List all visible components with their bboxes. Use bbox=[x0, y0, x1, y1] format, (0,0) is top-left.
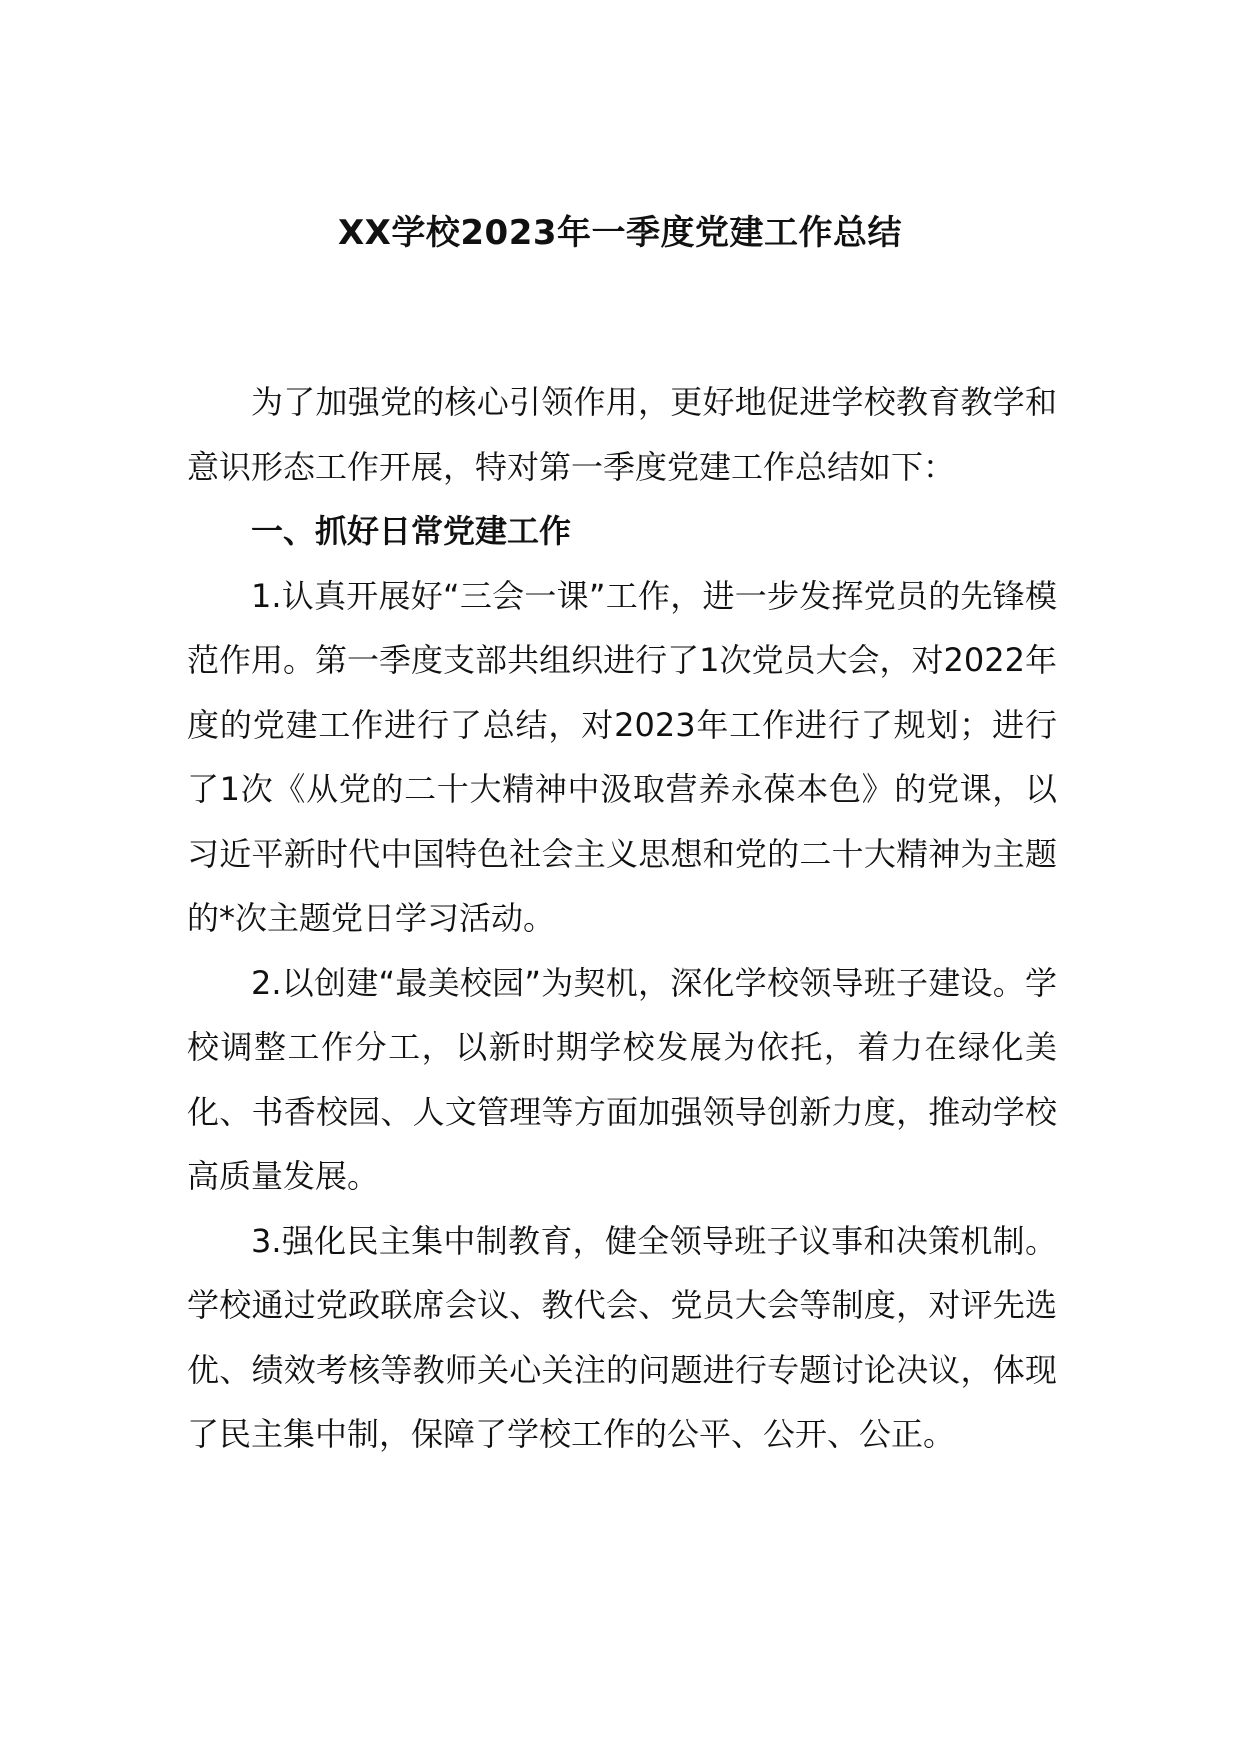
section-heading: 一、抓好日常党建工作 bbox=[251, 512, 572, 550]
document-title: XX学校2023年一季度党建工作总结 bbox=[337, 213, 903, 253]
paragraph-2: 2.以创建“最美校园”为契机，深化学校领导班子建设。学校调整工作分工，以新时期学校发展为依托，着力在绿化美化、书香校园、人文管理等方面加强领导创新力度，推动学校高质量发展。 bbox=[187, 963, 1057, 1195]
paragraph-1: 1.认真开展好“三会一课”工作，进一步发挥党员的先锋模范作用。第一季度支部共组织进行了1次党员大会，对2022年度的党建工作进行了总结，对2023年工作进行了规划；进行了1次《从党的二十大精神中汲取营养永葆本色》的党课，以习近平新时代中国特色社会主义思想和党的二十大精神为主题的*次主题党日学习活动。 bbox=[187, 576, 1057, 937]
document-body bbox=[187, 370, 1057, 1467]
paragraph-3: 3.强化民主集中制教育，健全领导班子议事和决策机制。学校通过党政联席会议、教代会、党员大会等制度，对评先选优、绩效考核等教师关心关注的问题进行专题讨论决议，体现了民主集中制，保障了学校工作的公平、公开、公正。 bbox=[187, 1221, 1057, 1453]
intro-paragraph: 为了加强党的核心引领作用，更好地促进学校教育教学和意识形态工作开展，特对第一季度党建工作总结如下： bbox=[187, 383, 1057, 486]
